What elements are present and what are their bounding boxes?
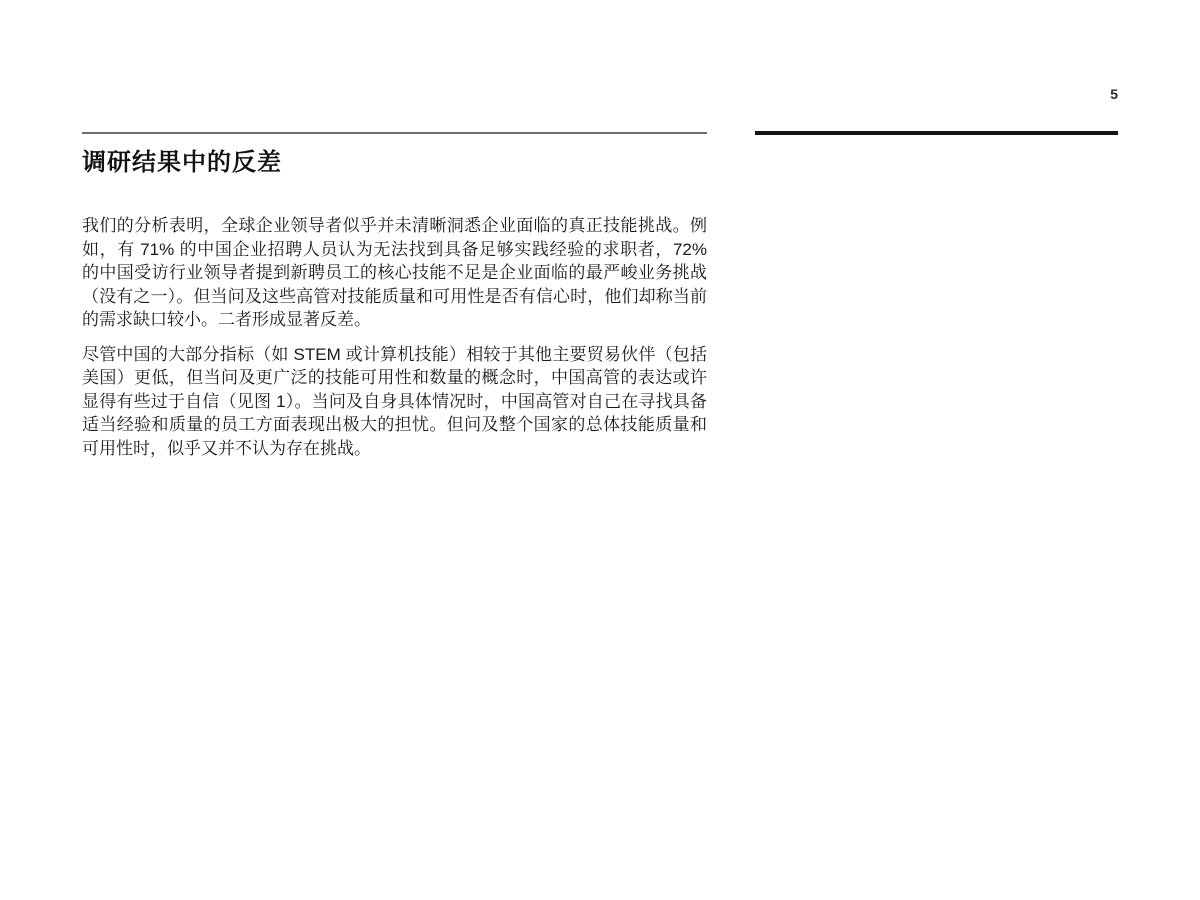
article-content [82, 149, 707, 460]
section-title: 调研结果中的反差 [82, 149, 282, 176]
right-column-rule [755, 131, 1118, 135]
left-column-rule [82, 132, 707, 134]
paragraph-1: 我们的分析表明，全球企业领导者似乎并未清晰洞悉企业面临的真正技能挑战。例如，有 71% 的中国企业招聘人员认为无法找到具备足够实践经验的求职者，72% 的中国受访行业领导者提到新聘员工的核心技能不足是企业面临的最严峻业务挑战（没有之一）。但当问及这些高管对技能质量和可用性是否有信心时，他们却称当前的需求缺口较小。二者形成显著反差。 [82, 216, 707, 329]
page-number: 5 [1110, 86, 1118, 102]
paragraph-2: 尽管中国的大部分指标（如 STEM 或计算机技能）相较于其他主要贸易伙伴（包括美国）更低，但当问及更广泛的技能可用性和数量的概念时，中国高管的表达或许显得有些过于自信（见图 1）。当问及自身具体情况时，中国高管对自己在寻找具备适当经验和质量的员工方面表现出极大的担忧。但问及整个国家的总体技能质量和可用性时，似乎又并不认为存在挑战。 [82, 344, 707, 458]
